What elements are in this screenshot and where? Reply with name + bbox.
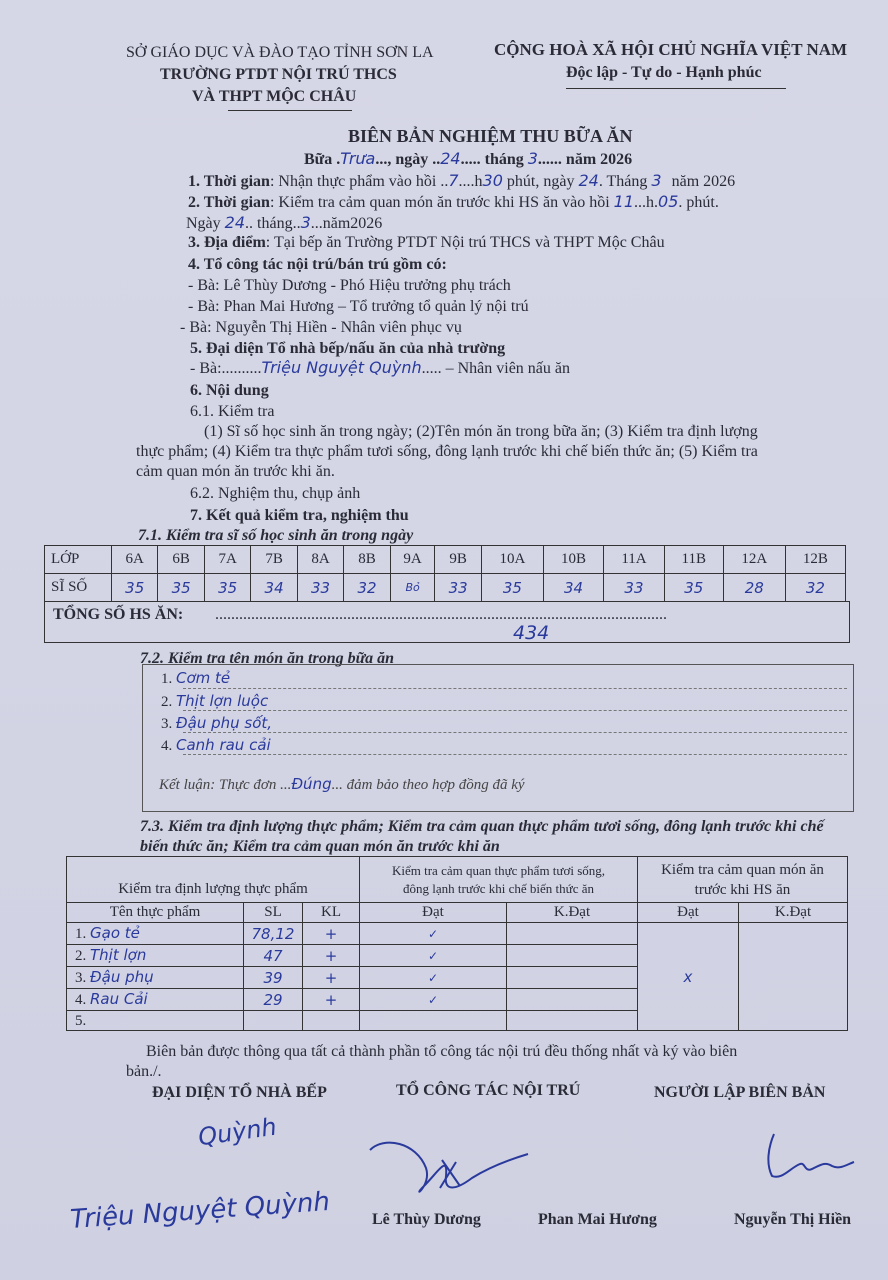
food-kl: + — [303, 989, 360, 1011]
count-cell: 35 — [204, 574, 250, 602]
meal-dots2: ..., — [375, 151, 396, 168]
menu-line — [183, 688, 847, 689]
kitchen-name: Triệu Nguyệt Quỳnh — [69, 1186, 331, 1236]
menu-item-num: 2. — [161, 694, 173, 710]
meal-line — [304, 149, 632, 169]
food-sl — [244, 1011, 303, 1031]
class-cell: 12A — [723, 546, 785, 574]
count-cell: 34 — [543, 574, 603, 602]
header-right-rule — [566, 88, 786, 89]
group-fresh-line2: đông lạnh trước khi chế biến thức ăn — [403, 880, 594, 896]
month-label: tháng — [484, 151, 524, 168]
menu-item-name: Canh rau cải — [176, 736, 271, 754]
attendance-table — [44, 545, 846, 602]
food-dat: ✓ — [360, 945, 507, 967]
class-cell: 7A — [204, 546, 250, 574]
header-left-rule — [228, 110, 352, 111]
food-num: 1. — [75, 926, 87, 942]
kitchen-title: ĐẠI DIỆN TỔ NHÀ BẾP — [152, 1084, 327, 1101]
food-kdat — [507, 945, 638, 967]
section-6-1: 6.1. Kiểm tra — [190, 403, 275, 420]
s1-min: 30 — [482, 171, 503, 190]
menu-item-num: 3. — [161, 716, 173, 732]
count-cell: 35 — [481, 574, 543, 602]
food-kdat — [507, 967, 638, 989]
col-kdat1-header: K.Đạt — [507, 903, 638, 923]
section-2 — [188, 192, 719, 212]
s1-month: 3 — [651, 171, 662, 190]
class-cell: 6B — [158, 546, 204, 574]
food-dat: ✓ — [360, 967, 507, 989]
menu-conclusion — [159, 775, 525, 794]
section-6-1-line3: cảm quan món ăn trước khi ăn. — [136, 463, 335, 480]
s2-dots3: .. — [245, 215, 254, 232]
boarding-name-1: Lê Thùy Dương — [372, 1211, 481, 1228]
boarding-title: TỔ CÔNG TÁC NỘI TRÚ — [396, 1082, 581, 1099]
s2-phut: phút. — [686, 194, 719, 211]
group-fresh-header — [360, 857, 638, 903]
meal-value: Trưa — [340, 149, 376, 168]
class-cell: 10B — [543, 546, 603, 574]
menu-item-num: 4. — [161, 738, 173, 754]
menu-item — [161, 692, 268, 711]
month-value: 3 — [527, 149, 538, 168]
group-fresh-line1: Kiểm tra cảm quan thực phẩm tươi sống, — [391, 862, 606, 878]
menu-line — [183, 754, 847, 755]
food-num: 3. — [75, 970, 87, 986]
menu-item-num: 1. — [161, 671, 173, 687]
section-6-1-line2: thực phẩm; (4) Kiểm tra thực phẩm tươi sống, đông lạnh trước khi chế biến thức ăn; (5) Kiểm tra — [136, 443, 758, 460]
section-5-person — [190, 358, 570, 378]
total-box — [44, 601, 850, 643]
food-num: 5. — [75, 1013, 87, 1029]
food-name-cell — [67, 989, 244, 1011]
count-cell: 33 — [604, 574, 665, 602]
class-cell: 8A — [297, 546, 343, 574]
quality-label-line2: biến thức ăn; Kiểm tra cảm quan món ăn trước khi ăn — [140, 838, 500, 855]
s2-text: : Kiểm tra cảm quan món ăn trước khi HS ăn vào hồi — [269, 194, 610, 211]
day-value: 24 — [440, 149, 461, 168]
food-name: Thịt lợn — [90, 946, 147, 964]
year-label: năm 2026 — [565, 151, 633, 168]
group-sensory-line2: trước khi HS ăn — [694, 881, 791, 898]
class-cell: 9A — [390, 546, 435, 574]
quality-group-row — [67, 857, 848, 903]
author-name: Nguyễn Thị Hiền — [734, 1211, 852, 1228]
food-kl: + — [303, 923, 360, 945]
section-4-item2: - Bà: Phan Mai Hương – Tổ trưởng tổ quản lý nội trú — [188, 298, 529, 315]
author-title: NGƯỜI LẬP BIÊN BẢN — [654, 1084, 826, 1101]
s1-hour: 7 — [448, 171, 459, 190]
s2-nam: năm2026 — [322, 215, 383, 232]
col-dat2-header: Đạt — [638, 903, 739, 923]
count-row-label: SĨ SỐ — [45, 574, 112, 602]
col-name-header: Tên thực phẩm — [67, 903, 244, 923]
class-cell: 11A — [604, 546, 665, 574]
s1-dots3: . — [598, 173, 603, 190]
count-cell: 33 — [435, 574, 481, 602]
col-kl-header: KL — [303, 903, 360, 923]
s5-prefix: - Bà: — [190, 360, 222, 377]
nation-name: CỘNG HOÀ XÃ HỘI CHỦ NGHĨA VIỆT NAM — [494, 40, 848, 59]
day-dots2: ..... — [460, 151, 481, 168]
day-label: ngày — [395, 151, 429, 168]
food-kdat — [507, 989, 638, 1011]
month-dots: ...... — [537, 151, 562, 168]
menu-label: 7.2. Kiểm tra tên món ăn trong bữa ăn — [140, 650, 395, 667]
s2-hour: 11 — [613, 192, 635, 211]
food-num: 4. — [75, 992, 87, 1008]
menu-line — [183, 710, 847, 711]
total-value: 434 — [513, 622, 550, 644]
class-cell: 11B — [664, 546, 723, 574]
s5-name: Triệu Nguyệt Quỳnh — [261, 358, 422, 377]
quality-label-line1: 7.3. Kiểm tra định lượng thực phẩm; Kiểm tra cảm quan thực phẩm tươi sống, đông lạnh trước khi chế — [140, 818, 824, 835]
s1-dots2: .... — [458, 173, 475, 190]
food-sl: 78,12 — [244, 923, 303, 945]
section-7-label: 7. Kết quả kiểm tra, nghiệm thu — [190, 507, 409, 524]
section-4-item1: - Bà: Lê Thùy Dương - Phó Hiệu trưởng phụ trách — [188, 277, 511, 294]
conclusion-suffix: ... đảm bảo theo hợp đồng đã ký — [331, 777, 525, 793]
day-dots: .. — [432, 151, 441, 168]
food-dat: ✓ — [360, 989, 507, 1011]
food-kdat — [507, 923, 638, 945]
s2-dots5: ... — [310, 215, 323, 232]
section-4-item3: - Bà: Nguyễn Thị Hiền - Nhân viên phục vụ — [180, 319, 462, 336]
food-name-cell — [67, 1011, 244, 1031]
food-kl: + — [303, 945, 360, 967]
class-cell: 12B — [785, 546, 845, 574]
class-cell: 7B — [251, 546, 297, 574]
section-6-2: 6.2. Nghiệm thu, chụp ảnh — [190, 485, 361, 502]
food-name: Đậu phụ — [90, 968, 154, 986]
s2-h: h — [646, 194, 655, 211]
section-1 — [188, 171, 735, 191]
s2-thang: tháng — [257, 215, 293, 232]
menu-item-name: Thịt lợn luộc — [176, 692, 269, 710]
menu-item-name: Cơm tẻ — [176, 669, 231, 687]
dept-name: SỞ GIÁO DỤC VÀ ĐÀO TẠO TỈNH SƠN LA — [126, 44, 434, 61]
food-sl: 29 — [244, 989, 303, 1011]
s2-min: 05 — [658, 192, 679, 211]
food-sl: 47 — [244, 945, 303, 967]
count-cell: 28 — [723, 574, 785, 602]
closing-line1: Biên bản được thông qua tất cả thành phần tổ công tác nội trú đều thống nhất và ký vào biên — [146, 1043, 738, 1060]
food-num: 2. — [75, 948, 87, 964]
section-6-1-line1: (1) Sĩ số học sinh ăn trong ngày; (2)Tên món ăn trong bữa ăn; (3) Kiểm tra định lượng — [204, 423, 758, 440]
food-name-cell — [67, 923, 244, 945]
food-kl: + — [303, 967, 360, 989]
s1-label: 1. Thời gian — [188, 173, 270, 190]
food-dat — [360, 1011, 507, 1031]
section-7-1-label: 7.1. Kiểm tra sĩ số học sinh ăn trong ngày — [138, 527, 414, 544]
count-cell: 33 — [297, 574, 343, 602]
s2-month: 3 — [300, 213, 311, 232]
count-cell: 32 — [344, 574, 390, 602]
col-dat1-header: Đạt — [360, 903, 507, 923]
meal-dots: . — [336, 151, 341, 168]
school-name-line1: TRƯỜNG PTDT NỘI TRÚ THCS — [160, 66, 397, 83]
quality-col-row — [67, 903, 848, 923]
count-cell: 34 — [251, 574, 297, 602]
meal-label: Bữa — [304, 151, 333, 168]
section-5-label: 5. Đại diện Tổ nhà bếp/nấu ăn của nhà trường — [190, 340, 506, 357]
food-dat: ✓ — [360, 923, 507, 945]
s1-phut-ngay: phút, ngày — [506, 173, 575, 190]
s2-dots: ... — [634, 194, 647, 211]
sensory-kdat-cell — [739, 923, 848, 1031]
s5-dots: .......... — [221, 360, 262, 377]
class-cell: 6A — [112, 546, 158, 574]
group-quantity-header: Kiểm tra định lượng thực phẩm — [67, 857, 360, 903]
s5-suffix: – Nhân viên nấu ăn — [445, 360, 570, 377]
s1-dots: .. — [440, 173, 449, 190]
col-sl-header: SL — [244, 903, 303, 923]
s2-ngay: Ngày — [186, 215, 221, 232]
s1-thang: Tháng — [606, 173, 648, 190]
kitchen-signature: Quỳnh — [196, 1112, 279, 1152]
boarding-signature — [364, 1128, 534, 1208]
s2-label: 2. Thời gian — [188, 194, 270, 211]
s1-h: h — [474, 173, 483, 190]
s2-dot2: . — [678, 194, 683, 211]
s1-day: 24 — [578, 171, 599, 190]
author-signature — [760, 1128, 860, 1188]
section-3 — [188, 234, 665, 252]
count-cell: 35 — [664, 574, 723, 602]
menu-item — [161, 714, 272, 733]
menu-box — [142, 664, 854, 812]
count-cell: Bỏ — [390, 574, 435, 602]
class-cell: 9B — [435, 546, 481, 574]
total-dots: ................................................................................................................. — [215, 606, 667, 623]
class-cell: 10A — [481, 546, 543, 574]
attendance-class-row — [45, 546, 846, 574]
class-row-label: LỚP — [45, 546, 112, 574]
menu-item — [161, 736, 271, 755]
menu-item — [161, 669, 230, 688]
s1-text: : Nhận thực phẩm vào hồi — [269, 173, 437, 190]
school-name-line2: VÀ THPT MỘC CHÂU — [192, 88, 357, 105]
count-cell: 35 — [158, 574, 204, 602]
boarding-name-2: Phan Mai Hương — [538, 1211, 657, 1228]
total-label: TỔNG SỐ HS ĂN: — [53, 606, 184, 623]
section-6-label: 6. Nội dung — [190, 382, 269, 399]
s1-nam: năm 2026 — [671, 173, 736, 190]
food-kdat — [507, 1011, 638, 1031]
food-name-cell — [67, 967, 244, 989]
conclusion-prefix: Kết luận: Thực đơn ... — [159, 777, 292, 793]
attendance-count-row — [45, 574, 846, 602]
food-name: Rau Cải — [90, 990, 148, 1008]
s2-dots4: .. — [292, 215, 301, 232]
conclusion-value: Đúng — [291, 775, 332, 793]
s2-dot: . — [654, 194, 659, 211]
menu-item-name: Đậu phụ sốt, — [176, 714, 273, 732]
closing-line2: bản./. — [126, 1063, 162, 1080]
s3-label: 3. Địa điểm — [188, 234, 266, 251]
count-cell: 35 — [112, 574, 158, 602]
s2-day: 24 — [224, 213, 246, 232]
count-cell: 32 — [785, 574, 845, 602]
food-sl: 39 — [244, 967, 303, 989]
class-cell: 8B — [344, 546, 390, 574]
quality-row — [67, 923, 848, 945]
s5-dots2: ..... — [421, 360, 442, 377]
sensory-dat-cell: x — [638, 923, 739, 1031]
nation-motto: Độc lập - Tự do - Hạnh phúc — [566, 64, 762, 81]
group-sensory-header — [638, 857, 848, 903]
group-sensory-line1: Kiểm tra cảm quan món ăn — [661, 861, 824, 878]
s3-text: : Tại bếp ăn Trường PTDT Nội trú THCS và THPT Mộc Châu — [265, 234, 665, 251]
col-kdat2-header: K.Đạt — [739, 903, 848, 923]
food-name: Gạo tẻ — [90, 924, 140, 942]
section-4-label: 4. Tổ công tác nội trú/bán trú gồm có: — [188, 256, 447, 273]
section-2-date — [186, 213, 382, 233]
menu-line — [183, 732, 847, 733]
food-kl — [303, 1011, 360, 1031]
quality-table — [66, 856, 848, 1031]
food-name-cell — [67, 945, 244, 967]
document-title: BIÊN BẢN NGHIỆM THU BỮA ĂN — [348, 126, 633, 146]
